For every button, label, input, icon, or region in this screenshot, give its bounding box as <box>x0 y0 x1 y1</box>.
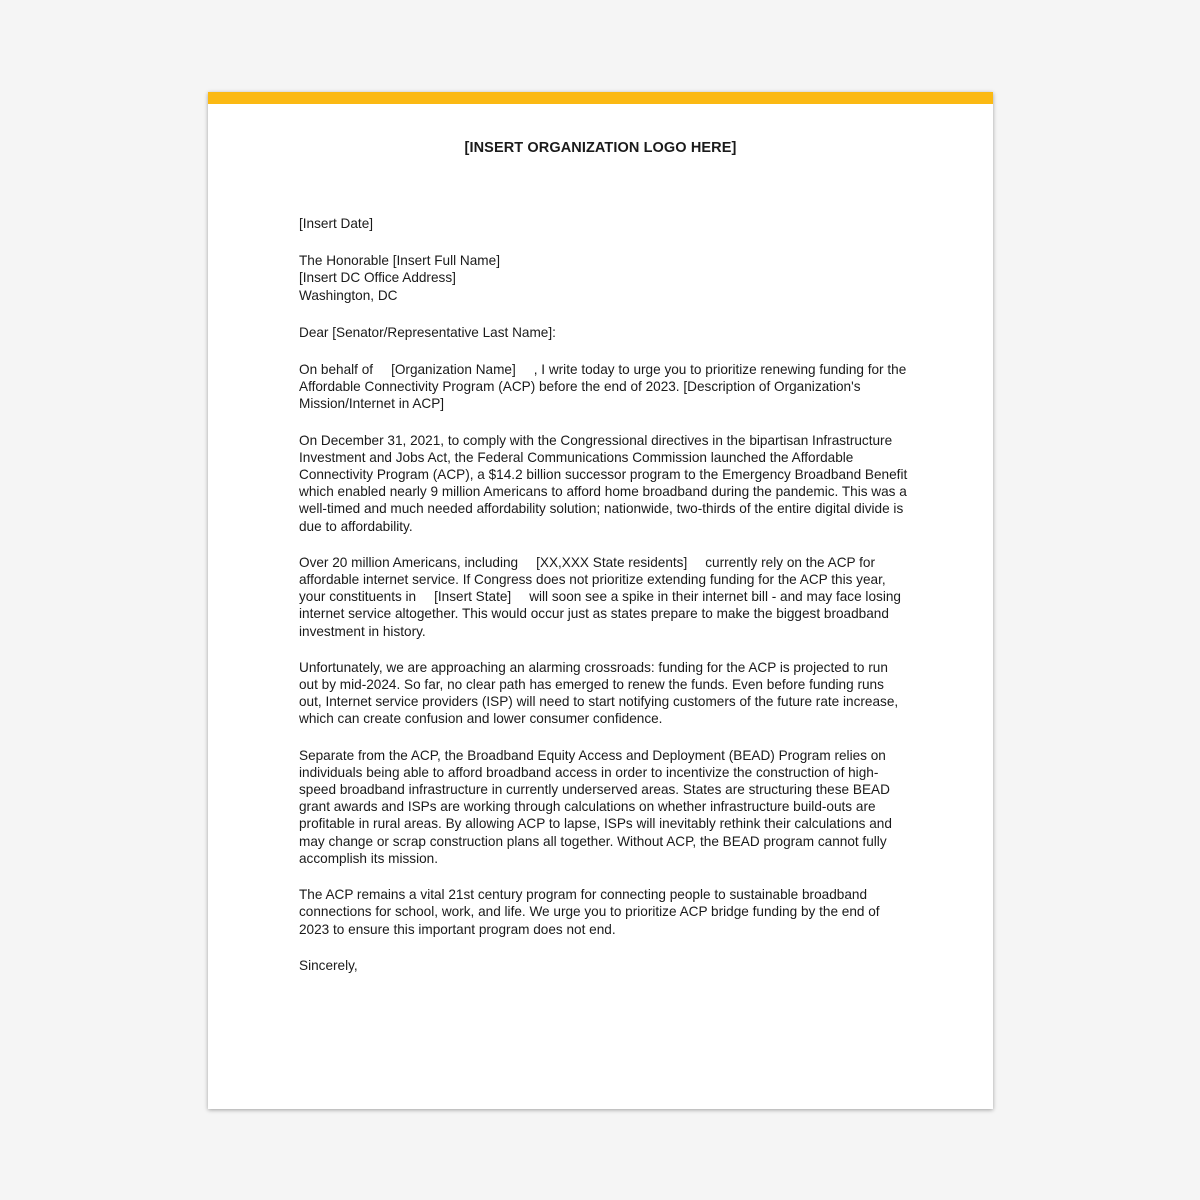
intro-before: On behalf of <box>299 362 374 378</box>
salutation: Dear [Senator/Representative Last Name]: <box>299 324 556 340</box>
paragraph-background: On December 31, 2021, to comply with the Congressional directives in the bipartisan Infrastructure Investment and Jobs Act, the Federal Communications Commission launched the Affordable Connectivity Program (ACP), a $14.2 billion successor program to the Emergency Broadband Benefit which enabled nearly 9 million Americans to afford home broadband during the pandemic. This was a well-timed and much needed affordability solution; nationwide, two-thirds of the entire digital divide is due to affordability. <box>299 432 908 534</box>
letter-body <box>299 215 909 974</box>
constituents-part3: will soon see a spike in their internet bill - and may face losing internet service altogether. This would occur just as states prepare to make the biggest broadband investment in history. <box>299 589 901 639</box>
letter-date: [Insert Date] <box>299 216 374 231</box>
paragraph-constituents <box>299 554 909 640</box>
logo-placeholder: [INSERT ORGANIZATION LOGO HERE] <box>464 140 737 156</box>
paragraph-conclusion: The ACP remains a vital 21st century program for connecting people to sustainable broadband connections for school, work, and life. We urge you to prioritize ACP bridge funding by the end of 2023 to ensure this important program does not end. <box>299 887 880 937</box>
paragraph-crossroads: Unfortunately, we are approaching an alarming crossroads: funding for the ACP is projected to run out by mid-2024. So far, no clear path has emerged to renew the funds. Even before funding runs out, Internet service providers (ISP) will need to start notifying customers of the future rate increase, which can create confusion and lower consumer confidence. <box>299 659 899 727</box>
recipient-address: [Insert DC Office Address] <box>299 270 456 286</box>
state-residents-placeholder: [XX,XXX State residents] <box>536 554 688 570</box>
letter-page <box>208 92 993 1109</box>
constituents-part1: Over 20 million Americans, including <box>299 554 519 570</box>
closing: Sincerely, <box>299 957 358 973</box>
accent-bar <box>208 92 993 104</box>
intro-after: , I write today to urge you to prioritize renewing funding for the Affordable Connectivity Program (ACP) before the end of 2023. [Description of Organization's Mission/Internet in ACP] <box>299 362 907 412</box>
org-name-placeholder: [Organization Name] <box>391 362 516 378</box>
constituents-part2: currently rely on the ACP for affordable internet service. If Congress does not prioritize extending funding for the ACP this year, your constituents in <box>299 554 886 605</box>
paragraph-intro <box>299 361 909 413</box>
state-placeholder: [Insert State] <box>434 589 512 605</box>
paragraph-bead: Separate from the ACP, the Broadband Equity Access and Deployment (BEAD) Program relies on individuals being able to afford broadband access in order to incentivize the construction of high-speed broadband infrastructure in currently underserved areas. States are structuring these BEAD grant awards and ISPs are working through calculations on whether infrastructure build-outs are profitable in rural areas. By allowing ACP to lapse, ISPs will inevitably rethink their calculations and may change or scrap construction plans all together. Without ACP, the BEAD program cannot fully accomplish its mission. <box>299 747 892 866</box>
recipient-name: The Honorable [Insert Full Name] <box>299 253 500 269</box>
recipient-city: Washington, DC <box>299 287 398 303</box>
